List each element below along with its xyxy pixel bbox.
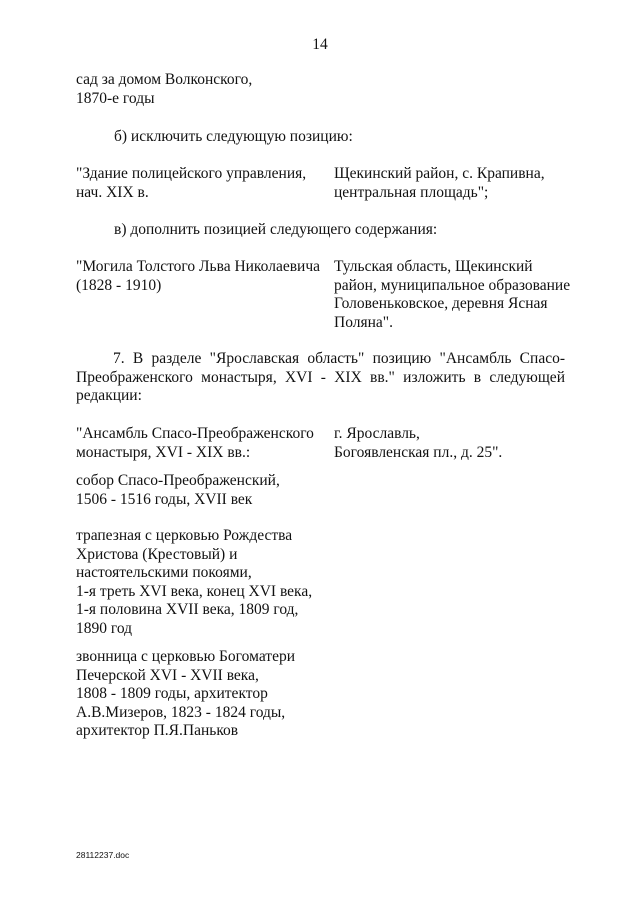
- cathedral-entry: собор Спасо-Преображенский, 1506 - 1516 годы, XVII век: [76, 472, 280, 508]
- item-7-paragraph: [76, 350, 565, 406]
- tolstoy-grave-location: Тульская область, Щекинский район, муниципальное образование Головеньковское, деревня Ясная Поляна".: [334, 258, 571, 331]
- garden-entry: сад за домом Волконского, 1870-е годы: [76, 71, 253, 107]
- monastery-ensemble-name: "Ансамбль Спасо-Преображенского монастыря, XVI - XIX вв.:: [76, 425, 314, 461]
- refectory-entry: трапезная с церковью Рождества Христова (Крестовый) и настоятельскими покоями, 1-я треть XVI века, конец XVI века, 1-я половина XVII века, 1809 год, 1890 год: [76, 527, 313, 637]
- item-7-text: 7. В разделе "Ярославская область" позицию "Ансамбль Спасо-Преображенского монастыря, XVI - XIX вв." изложить в следующей редакции:: [76, 350, 565, 404]
- belfry-entry: звонница с церковью Богоматери Печерской XVI - XVII века, 1808 - 1809 годы, архитектор А.В.Мизеров, 1823 - 1824 годы, архитектор П.Я.Паньков: [76, 648, 295, 739]
- footer-filename: 28112237.doc: [76, 850, 130, 860]
- section-b-heading: б) исключить следующую позицию:: [114, 128, 353, 145]
- police-building-location: Щекинский район, с. Крапивна, центральная площадь";: [334, 165, 545, 201]
- monastery-ensemble-location: г. Ярославль, Богоявленская пл., д. 25".: [334, 425, 503, 461]
- police-building-name: "Здание полицейского управления, нач. XIX в.: [76, 165, 307, 201]
- tolstoy-grave-name: "Могила Толстого Льва Николаевича (1828 - 1910): [76, 258, 321, 294]
- page-number: 14: [312, 36, 328, 53]
- section-v-heading: в) дополнить позицией следующего содержания:: [114, 221, 438, 238]
